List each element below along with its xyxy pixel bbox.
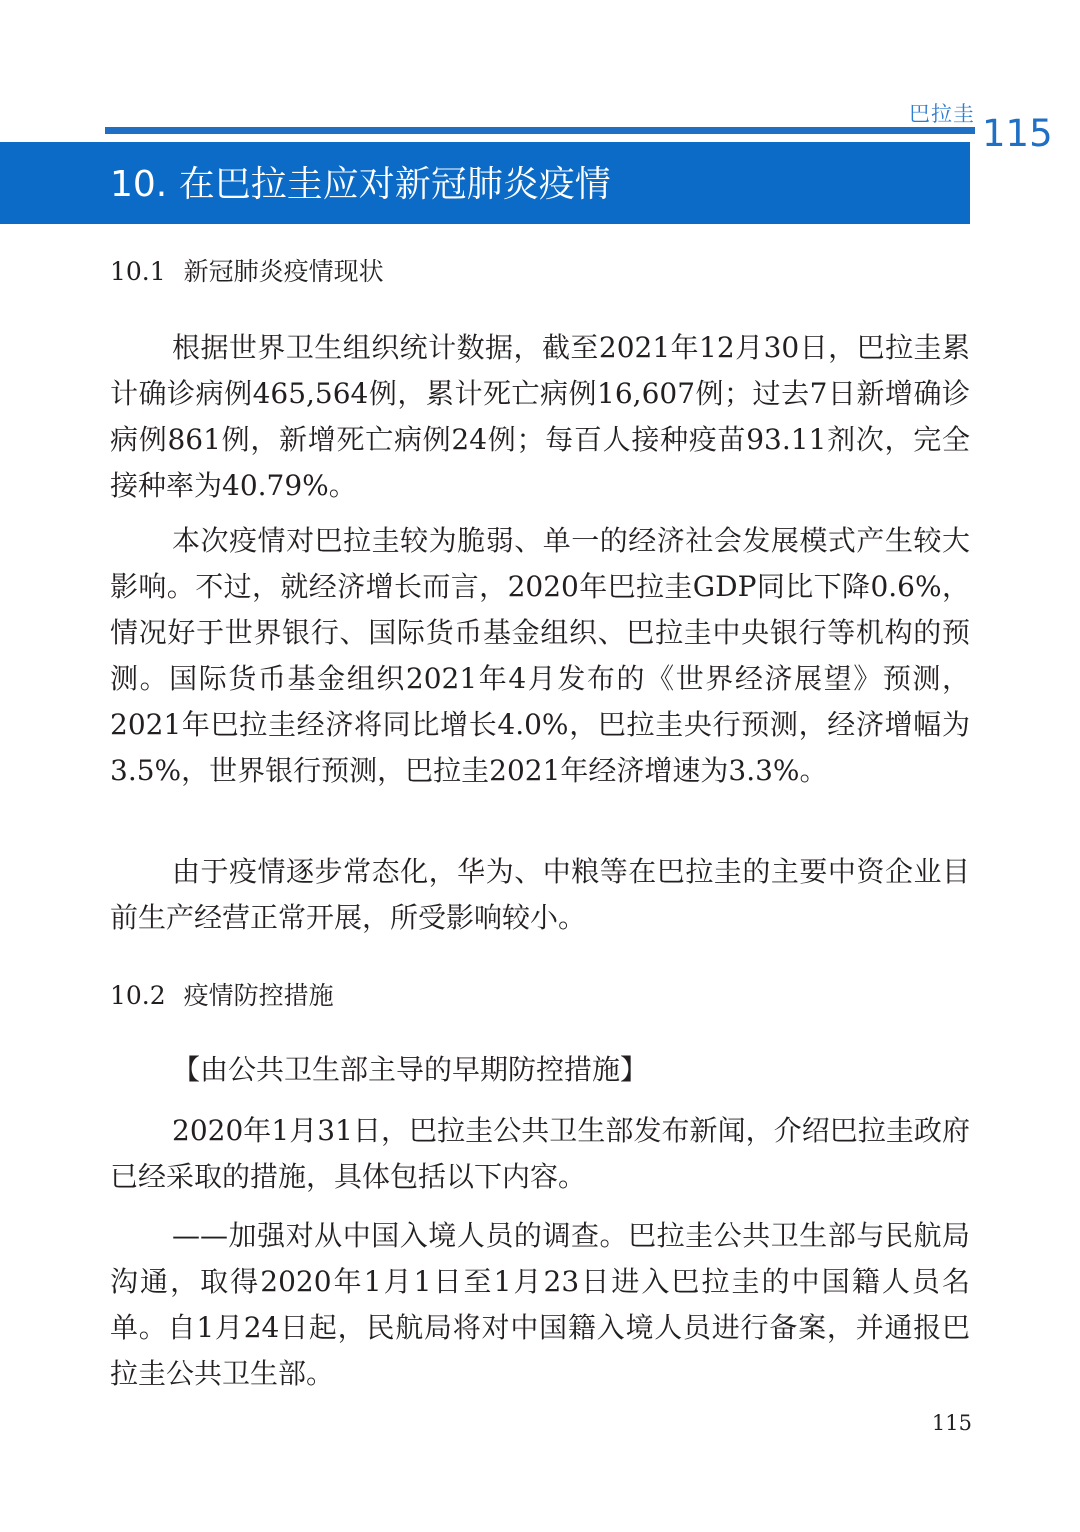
section-number: 10.2: [110, 981, 166, 1010]
footer-page-number: 115: [931, 1411, 972, 1435]
section-heading-10-2: [110, 976, 334, 1016]
section-number: 10.1: [110, 257, 166, 286]
paragraph-entry-investigation: ——加强对从中国入境人员的调查。巴拉圭公共卫生部与民航局沟通，取得2020年1月1日至1月23日进入巴拉圭的中国籍人员名单。自1月24日起，民航局将对中国籍入境人员进行备案，并通报巴拉圭公共卫生部。: [110, 1219, 970, 1390]
running-head-rule: [105, 127, 975, 134]
running-head-page-number: 115: [982, 112, 1053, 155]
paragraph-economy: 本次疫情对巴拉圭较为脆弱、单一的经济社会发展模式产生较大影响。不过，就经济增长而言，2020年巴拉圭GDP同比下降0.6%，情况好于世界银行、国际货币基金组织、巴拉圭中央银行等机构的预测。国际货币基金组织2021年4月发布的《世界经济展望》预测，2021年巴拉圭经济将同比增长4.0%，巴拉圭央行预测，经济增幅为3.5%，世界银行预测，巴拉圭2021年经济增速为3.3%。: [110, 524, 970, 787]
subheading-early-measures: 【由公共卫生部主导的早期防控措施】: [172, 1053, 649, 1086]
running-head-label: 巴拉圭: [909, 102, 975, 126]
paragraph-chinese-enterprises: 由于疫情逐步常态化，华为、中粮等在巴拉圭的主要中资企业目前生产经营正常开展，所受影响较小。: [110, 855, 970, 934]
section-title: 新冠肺炎疫情现状: [183, 257, 384, 286]
section-heading-10-1: [110, 252, 384, 292]
chapter-title: 10. 在巴拉圭应对新冠肺炎疫情: [110, 164, 611, 205]
section-title: 疫情防控措施: [183, 981, 334, 1010]
paragraph-statistics: 根据世界卫生组织统计数据，截至2021年12月30日，巴拉圭累计确诊病例465,564例，累计死亡病例16,607例；过去7日新增确诊病例861例，新增死亡病例24例；每百人接种疫苗93.11剂次，完全接种率为40.79%。: [110, 331, 970, 502]
paragraph-health-ministry-news: 2020年1月31日，巴拉圭公共卫生部发布新闻，介绍巴拉圭政府已经采取的措施，具体包括以下内容。: [110, 1114, 970, 1193]
